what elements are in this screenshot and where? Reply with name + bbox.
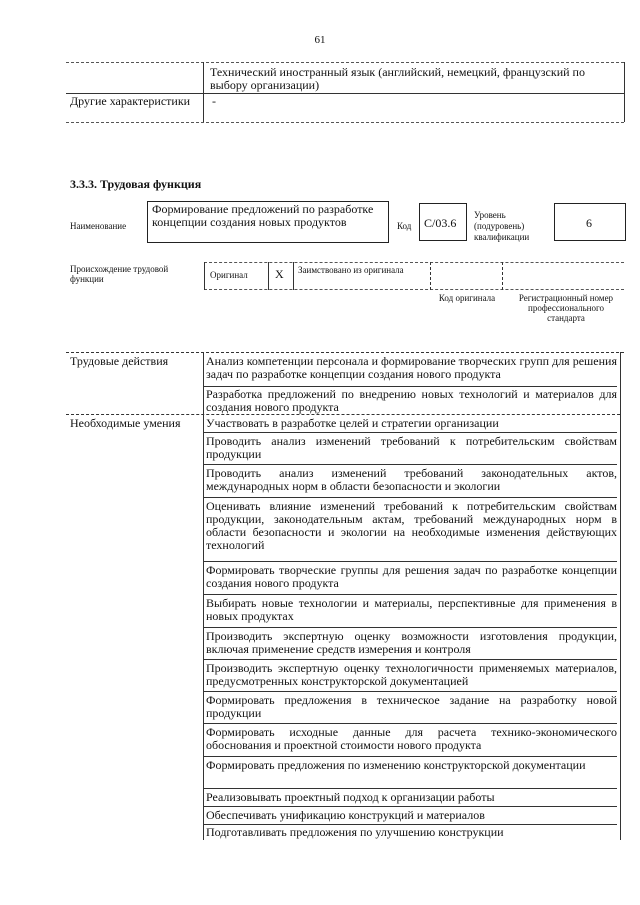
row-divider — [203, 659, 617, 660]
row-divider — [203, 432, 617, 433]
skill-item: Обеспечивать унификацию конструкций и материалов — [206, 808, 485, 822]
original-label: Оригинал — [210, 270, 248, 280]
actions-label: Трудовые действия — [70, 354, 169, 368]
other-characteristics-label: Другие характеристики — [70, 94, 191, 108]
row-divider — [203, 756, 617, 757]
borrowed-label: Заимствовано из оригинала — [298, 265, 404, 275]
action-item: Анализ компетенции персонала и формирование творческих групп для решения задач по разработке концепции создания нового продукта — [206, 354, 617, 381]
code-label: Код — [397, 221, 412, 231]
action-item: Разработка предложений по внедрению новых технологий и материалов для создания нового продукта — [206, 387, 617, 414]
origin-divider-3 — [430, 262, 431, 290]
skill-item: Подготавливать предложения по улучшению конструкции — [206, 825, 504, 839]
table-border-top — [66, 62, 624, 63]
origin-divider-2 — [293, 262, 294, 290]
row-divider — [203, 806, 617, 807]
row-divider — [203, 464, 617, 465]
skill-item: Формировать предложения в техническое задание на разработку новой продукции — [206, 693, 617, 720]
level-label: Уровень (подуровень) квалификации — [474, 210, 530, 242]
level-value: 6 — [586, 216, 592, 230]
row-divider — [203, 497, 617, 498]
origin-label: Происхождение трудовой функции — [70, 264, 169, 284]
other-characteristics-value: - — [212, 94, 216, 108]
skills-label: Необходимые умения — [70, 416, 181, 430]
skill-item: Выбирать новые технологии и материалы, перспективные для применения в новых продуктах — [206, 596, 617, 623]
row-divider — [203, 788, 617, 789]
actions-skills-divider — [66, 414, 620, 415]
skill-item: Проводить анализ изменений требований законодательных актов, международных норм в области безопасности и экологии — [206, 466, 617, 493]
skill-item: Реализовывать проектный подход к организации работы — [206, 790, 495, 804]
original-mark: X — [275, 267, 284, 281]
function-name: Формирование предложений по разработке концепции создания новых продуктов — [152, 202, 374, 229]
skill-item: Проводить анализ изменений требований к потребительским свойствам продукции — [206, 434, 617, 461]
skill-item: Формировать творческие группы для решения задач по разработке концепции создания нового продукта — [206, 563, 617, 590]
row-divider — [203, 594, 617, 595]
table-column-divider — [203, 62, 204, 122]
page-number: 61 — [314, 34, 326, 46]
code-value: C/03.6 — [424, 216, 457, 230]
skill-item: Оценивать влияние изменений требований к потребительским свойствам продукции, законодательным актам, требований международных норм в области безопасности и экологии на необходимые изменения действующих технологий — [206, 499, 617, 552]
table-border-bottom — [66, 122, 624, 123]
code-original-caption: Код оригинала — [438, 293, 496, 303]
name-label: Наименование — [70, 221, 127, 231]
foreign-language-requirement: Технический иностранный язык (английский, немецкий, французский по выбору организации) — [210, 65, 585, 92]
row-divider — [203, 561, 617, 562]
origin-divider-1 — [268, 262, 269, 290]
row-divider — [203, 723, 617, 724]
skill-item: Участвовать в разработке целей и стратегии организации — [206, 416, 499, 430]
origin-left-border — [204, 262, 205, 290]
registration-number-caption: Регистрационный номер профессионального стандарта — [518, 293, 614, 323]
main-table-top — [66, 352, 624, 353]
origin-divider-4 — [502, 262, 503, 290]
skill-item: Производить экспертную оценку технологичности применяемых материалов, предусмотренных конструкторской документацией — [206, 661, 617, 688]
section-heading: 3.3.3. Трудовая функция — [70, 177, 202, 191]
table-right-border — [624, 62, 625, 122]
skill-item: Формировать исходные данные для расчета технико-экономического обоснования и проектной стоимости нового продукта — [206, 725, 617, 752]
row-divider — [203, 691, 617, 692]
row-divider — [203, 627, 617, 628]
skill-item: Производить экспертную оценку возможности изготовления продукции, включая применение средств измерения и контроля — [206, 629, 617, 656]
main-right-border — [620, 352, 621, 840]
skill-item: Формировать предложения по изменению конструкторской документации — [206, 758, 586, 772]
